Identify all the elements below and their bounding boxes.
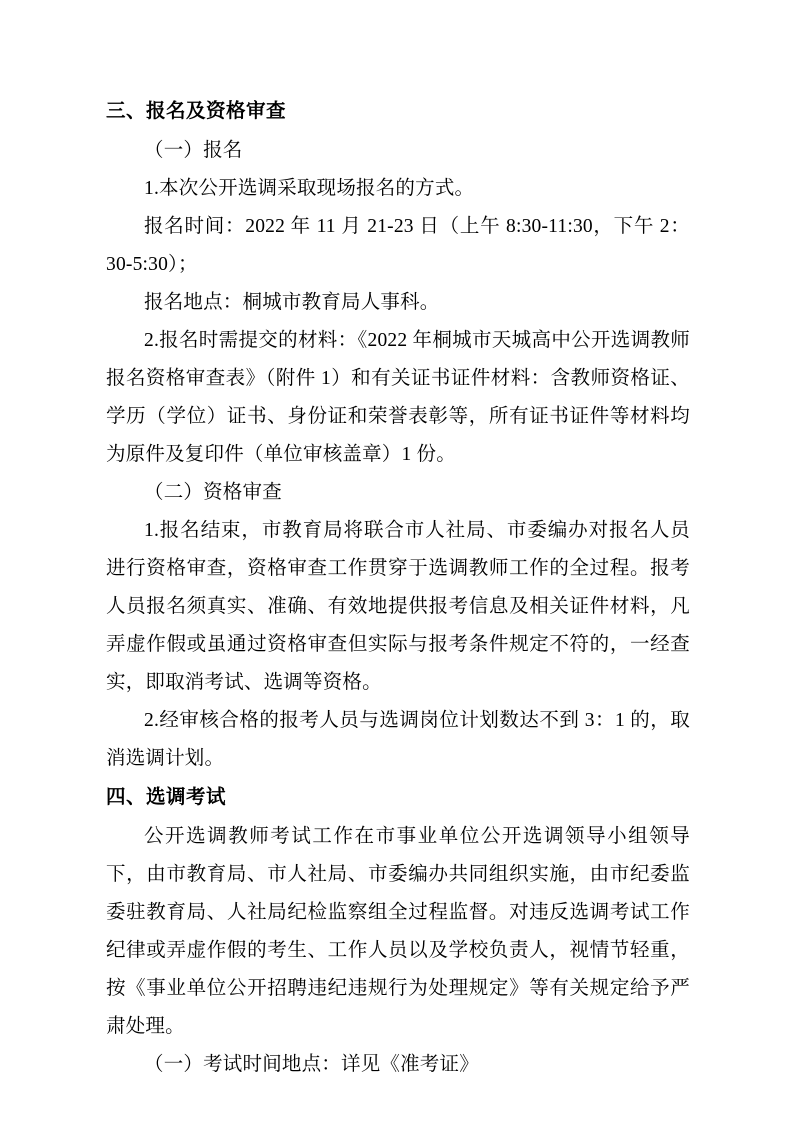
section-block [106, 92, 690, 778]
paragraph: 2.经审核合格的报考人员与选调岗位计划数达不到 3：1 的，取消选调计划。 [106, 710, 690, 769]
document-body [106, 92, 690, 1084]
section-heading: 三、报名及资格审查 [106, 100, 287, 122]
paragraph: 报名地点：桐城市教育局人事科。 [144, 292, 440, 313]
paragraph: （二）资格审查 [144, 482, 282, 503]
paragraph: 1.报名结束，市教育局将联合市人社局、市委编办对报名人员进行资格审查，资格审查工作贯穿于选调教师工作的全过程。报考人员报名须真实、准确、有效地提供报考信息及相关证件材料，凡弄虚作假或虽通过资格审查但实际与报考条件规定不符的，一经查实，即取消考试、选调等资格。 [106, 520, 690, 693]
paragraph: 2.报名时需提交的材料：《2022 年桐城市天城高中公开选调教师报名资格审查表》（附件 1）和有关证书证件材料：含教师资格证、学历（学位）证书、身份证和荣誉表彰等，所有证书证件等材料均为原件及复印件（单位审核盖章）1 份。 [106, 330, 690, 465]
section-block [106, 778, 690, 1084]
paragraph: 报名时间：2022 年 11 月 21-23 日（上午 8:30-11:30，下午 2：30-5:30）； [106, 216, 690, 275]
paragraph: （一）报名 [144, 140, 243, 161]
paragraph: 公开选调教师考试工作在市事业单位公开选调领导小组领导下，由市教育局、市人社局、市委编办共同组织实施，由市纪委监委驻教育局、人社局纪检监察组全过程监督。对违反选调考试工作纪律或弄虚作假的考生、工作人员以及学校负责人，视情节轻重，按《事业单位公开招聘违纪违规行为处理规定》等有关规定给予严肃处理。 [106, 826, 690, 1037]
paragraph: 1.本次公开选调采取现场报名的方式。 [144, 178, 475, 199]
section-heading: 四、选调考试 [106, 786, 227, 808]
paragraph: （一）考试时间地点：详见《准考证》 [144, 1054, 479, 1075]
